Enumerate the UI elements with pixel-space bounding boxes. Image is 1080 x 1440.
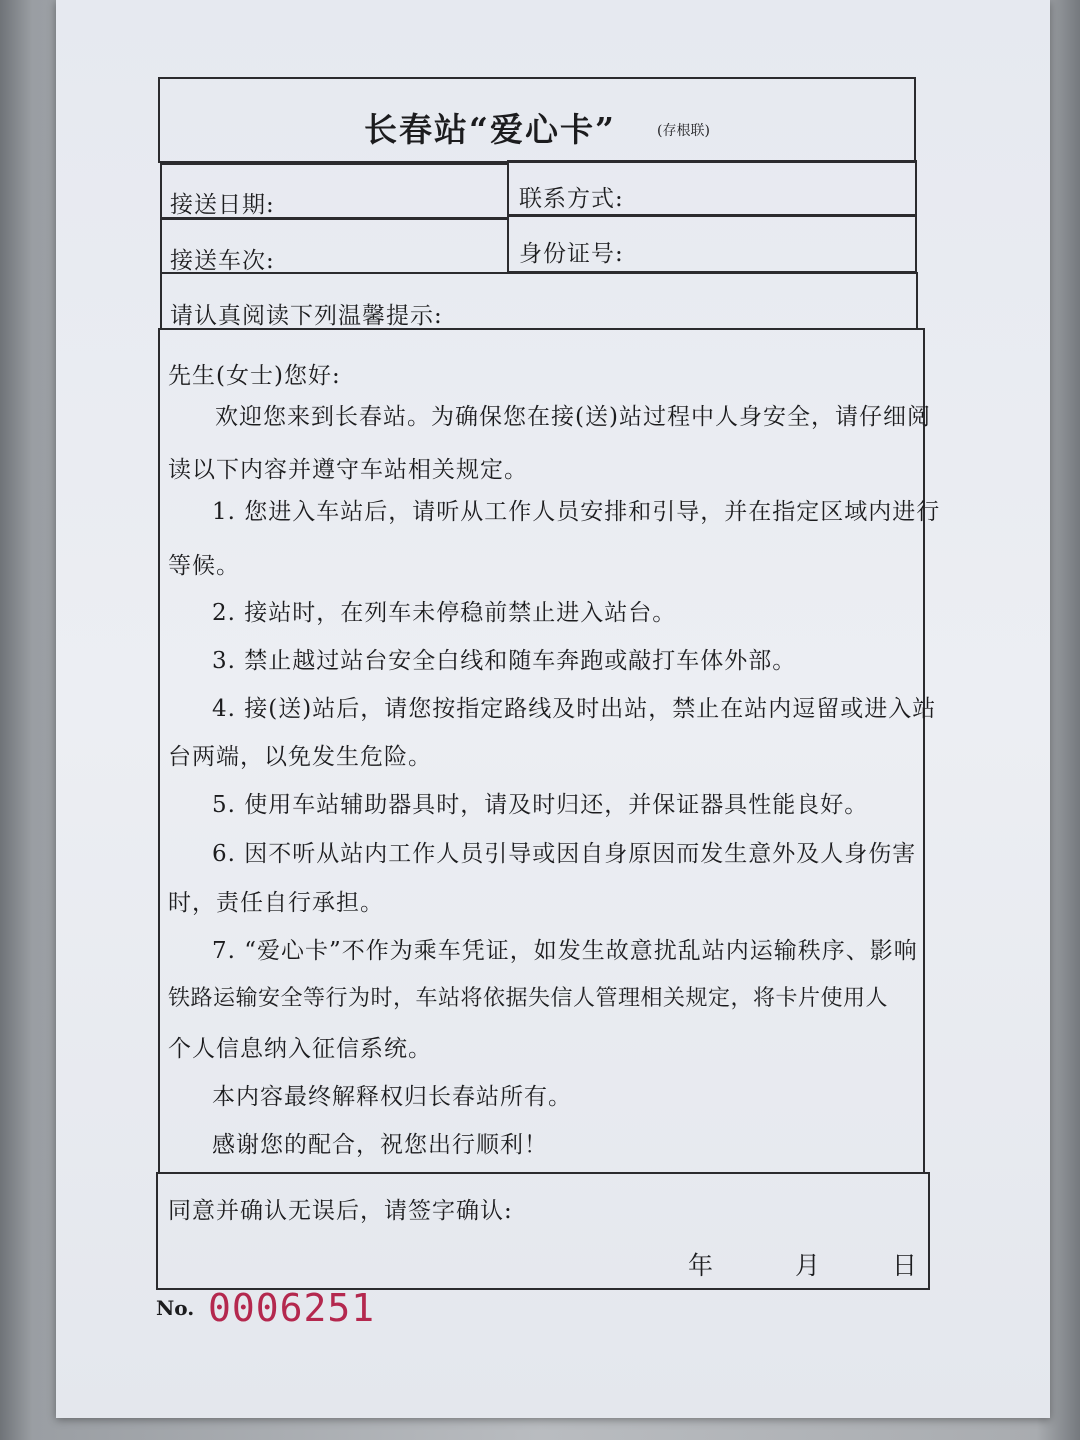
greeting: 先生(女士)您好: [168,363,341,389]
serial-label: No. [156,1296,195,1320]
body-line: 时，责任自行承担。 [168,890,384,916]
form-subtitle: (存根联) [657,123,710,139]
rule-2: 2. 接站时，在列车未停稳前禁止进入站台。 [212,600,677,626]
serial-number: 0006251 [208,1286,376,1330]
rule-6: 6. 因不听从站内工作人员引导或因自身原因而发生意外及人身伤害 [212,841,917,867]
date-month: 月 [795,1251,822,1280]
id-label: 身份证号: [519,241,624,267]
signature-prompt: 同意并确认无误后，请签字确认: [168,1198,513,1224]
rule-4: 4. 接(送)站后，请您按指定路线及时出站，禁止在站内逗留或进入站 [212,696,937,722]
notice-heading: 请认真阅读下列温馨提示: [170,303,443,329]
body-line: 个人信息纳入征信系统。 [168,1036,432,1062]
train-label: 接送车次: [170,248,275,274]
body-line: 等候。 [168,553,240,579]
rule-5: 5. 使用车站辅助器具时，请及时归还，并保证器具性能良好。 [212,792,869,818]
thanks: 感谢您的配合，祝您出行顺利！ [212,1132,548,1158]
body-line: 台两端，以免发生危险。 [168,744,432,770]
date-label: 接送日期: [170,192,275,218]
contact-label: 联系方式: [519,186,624,212]
rule-3: 3. 禁止越过站台安全白线和随车奔跑或敲打车体外部。 [212,648,797,674]
disclaimer: 本内容最终解释权归长春站所有。 [212,1084,572,1110]
form-title: 长春站“爱心卡” [364,110,616,149]
rule-7: 7. “爱心卡”不作为乘车凭证，如发生故意扰乱站内运输秩序、影响 [212,938,918,964]
date-year: 年 [688,1251,715,1280]
date-day: 日 [892,1251,919,1280]
rule-1: 1. 您进入车站后，请听从工作人员安排和引导，并在指定区域内进行 [212,499,941,525]
body-line: 欢迎您来到长春站。为确保您在接(送)站过程中人身安全，请仔细阅 [215,404,931,430]
body-line: 读以下内容并遵守车站相关规定。 [168,457,528,483]
body-line: 铁路运输安全等行为时，车站将依据失信人管理相关规定，将卡片使用人 [168,986,889,1011]
